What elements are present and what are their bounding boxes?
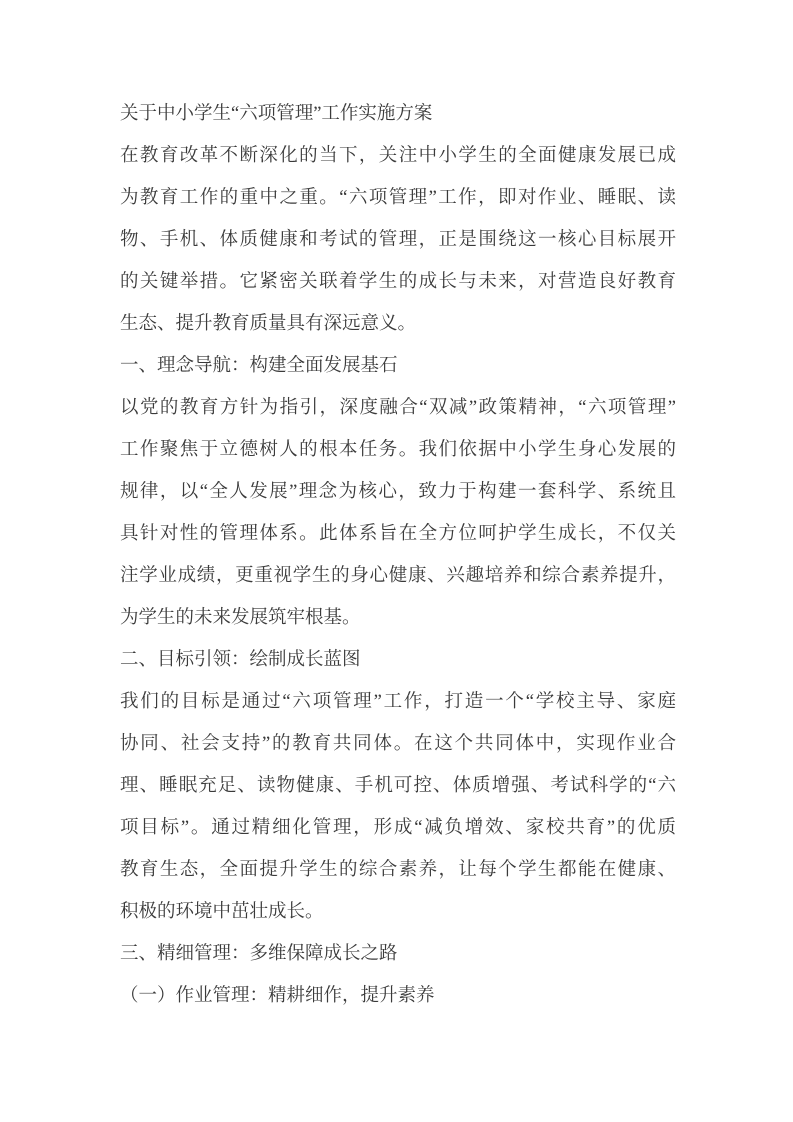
paragraph-line: 积极的环境中茁壮成长。 (120, 902, 324, 922)
section-heading: 二、目标引领：绘制成长蓝图 (120, 650, 361, 670)
paragraph-line: 物、手机、体质健康和考试的管理，正是围绕这一核心目标展开 (120, 230, 676, 250)
document-body (120, 93, 676, 1017)
paragraph-line: 生态、提升教育质量具有深远意义。 (120, 314, 417, 334)
paragraph-line: 以党的教育方针为指引，深度融合“双减”政策精神，“六项管理” (120, 398, 676, 418)
paragraph-line: 为教育工作的重中之重。“六项管理”工作，即对作业、睡眠、读 (120, 188, 676, 208)
document-title: 关于中小学生“六项管理”工作实施方案 (120, 104, 433, 124)
paragraph-line: 理、睡眠充足、读物健康、手机可控、体质增强、考试科学的“六 (120, 776, 676, 796)
section-heading: 一、理念导航：构建全面发展基石 (120, 356, 398, 376)
paragraph-line: 教育生态，全面提升学生的综合素养，让每个学生都能在健康、 (120, 860, 676, 880)
paragraph-line: 的关键举措。它紧密关联着学生的成长与未来，对营造良好教育 (120, 272, 676, 292)
section-heading: 三、精细管理：多维保障成长之路 (120, 944, 398, 964)
subsection-heading: （一）作业管理：精耕细作，提升素养 (120, 986, 435, 1006)
paragraph-line: 我们的目标是通过“六项管理”工作，打造一个“学校主导、家庭 (120, 692, 676, 712)
paragraph-line: 具针对性的管理体系。此体系旨在全方位呵护学生成长，不仅关 (120, 524, 676, 544)
paragraph-line: 在教育改革不断深化的当下，关注中小学生的全面健康发展已成 (120, 146, 676, 166)
paragraph-line: 项目标”。通过精细化管理，形成“减负增效、家校共育”的优质 (120, 818, 676, 838)
paragraph-line: 工作聚焦于立德树人的根本任务。我们依据中小学生身心发展的 (120, 440, 676, 460)
paragraph-line: 规律，以“全人发展”理念为核心，致力于构建一套科学、系统且 (120, 482, 676, 502)
paragraph-line: 为学生的未来发展筑牢根基。 (120, 608, 361, 628)
paragraph-line: 协同、社会支持”的教育共同体。在这个共同体中，实现作业合 (120, 734, 676, 754)
paragraph-line: 注学业成绩，更重视学生的身心健康、兴趣培养和综合素养提升， (120, 566, 676, 586)
